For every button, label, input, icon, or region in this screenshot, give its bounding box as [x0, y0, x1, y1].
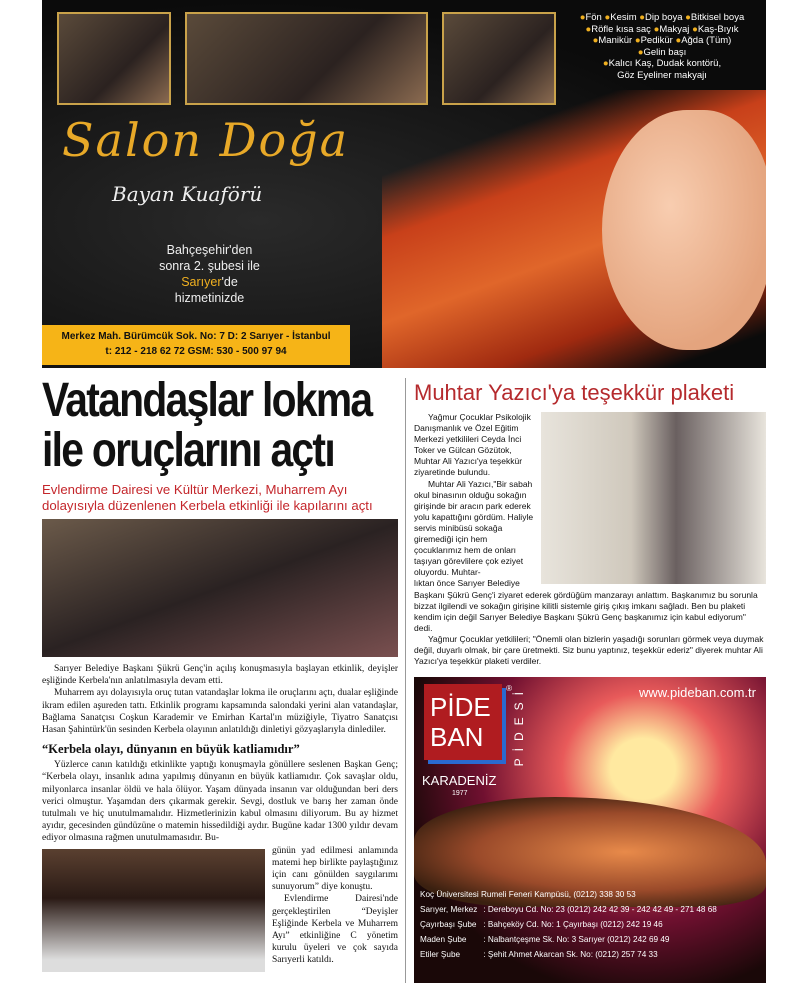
paragraph: Muhtar Ali Yazıcı,"Bir sabah okul binasının olduğu sokağın girişinde bir aracın park ederek yolu kapattığını gördüm. Haliyle servis minibüsü sokağa giremediği için hem çocuklarımız hem de onları taşıyan görevlilere çok eziyet oluyordu. Muhtar-: [414, 478, 534, 578]
branch-row: [420, 902, 723, 917]
registered-mark: ®: [506, 684, 512, 694]
address-bar: [42, 325, 350, 365]
plaque-photo: [541, 412, 766, 584]
article-subtitle: Evlendirme Dairesi ve Kültür Merkezi, Muharrem Ayı dolayısıyla düzenlenen Kerbela etkinliği ile kapılarını açtı: [42, 482, 373, 513]
salon-phone: t: 212 - 218 62 72 GSM: 530 - 500 97 94: [105, 346, 287, 357]
branch-row: [420, 947, 723, 962]
branch-highlight: Sarıyer: [181, 275, 222, 289]
model-face-image: [602, 110, 766, 350]
service: Gelin başı: [643, 46, 687, 58]
branch-name: Etiler Şube: [420, 950, 461, 960]
branch-name: Maden Şube: [420, 935, 467, 945]
services-list: ●Fön ●Kesim ●Dip boya ●Bitkisel boya ●Röfle kısa saç ●Makyaj ●Kaş-Bıyık ●Manikür ●Pedikür ●Ağda (Tüm) ●Gelin başı ●Kalıcı Kaş, Dudak kontörü, Göz Eyeliner makyajı: [579, 12, 745, 81]
service: Kalıcı Kaş, Dudak kontörü,: [608, 58, 722, 69]
branch-address: : Nalbantçeşme Sk. No: 3 Sarıyer (0212) 242 69 49: [483, 935, 670, 945]
salon-logo: Salon Doğa: [62, 113, 350, 167]
salon-doga-ad: [42, 0, 766, 368]
service: Kesim: [610, 12, 637, 23]
pideban-url[interactable]: www.pideban.com.tr: [638, 685, 756, 701]
branch-line: Bahçeşehir'den: [166, 243, 253, 257]
service: Kaş-Bıyık: [697, 23, 739, 35]
service: Röfle kısa saç: [591, 23, 651, 35]
article2-headline: Muhtar Yazıcı'ya teşekkür plaketi: [414, 380, 735, 405]
salon-address: Merkez Mah. Bürümcük Sok. No: 7 D: 2 Sarıyer - İstanbul: [61, 331, 331, 342]
paragraph: günün yad edilmesi anlamında matemi hep birlikte paylaştığınız için canı gönülden saygılarımı sunuyorum” diye konuştu.: [272, 845, 398, 893]
article-headline: Vatandaşlar lokma ile oruçlarını açtı: [42, 374, 372, 477]
service: Fön: [585, 12, 602, 23]
service: Manikür: [598, 35, 633, 46]
branch-address: : Bahçeköy Cd. No: 1 Çayırbaşı (0212) 242 19 46: [483, 920, 663, 930]
audience-photo: [42, 849, 265, 972]
paragraph: Yüzlerce canın katıldığı etkinlikte yaptığı konuşmayla gönüllere seslenen Başkan Genç; “Kerbela olayı, insanlık adına yapılmış dünyanın en büyük katliamıdır. Çok savaşlar oldu, milyonlarca insanlar öldü ve hala ölüyor. Yaşam dünyada insanın var olduğundan beri ders verici olmuştur. Yaşamdan ders çıkarmak gerekir. Sevgi, dostluk ve barış her zaman önde tutulmalı ve hiç unutulmamalıdır. Hizmetlerinizin kabul olmasını diliyorum. Bu ay hizmet ayıdır, gecesinden gündüzüne o matemin hissedildiği aydır. Bugüne kadar 1300 yıldır devam ediyor olmasına rağmen unutulmamasıdır. Bu-: [42, 760, 398, 844]
paragraph: Evlendirme Dairesi'nde gerçekleştirilen “Deyişler Eşliğinde Kerbela ve Muharrem Ayı” etkinliğine C yönetim kurulu üyeleri ve çok sayıda Sarıyerli katıldı.: [272, 894, 398, 966]
service: Bitkisel boya: [690, 12, 745, 23]
paragraph: Sarıyer Belediye Başkanı Şükrü Genç'in açılış konuşmasıyla başlayan etkinlik, deyişler eşliğinde Kerbela'nın anlatılmasıyla devam etti.: [42, 664, 398, 687]
branch-address: : Dereboyu Cd. No: 23 (0212) 242 42 39 - 242 42 49 - 271 48 68: [483, 905, 717, 915]
paragraph: Muharrem ayı dolayısıyla oruç tutan vatandaşlar lokma ile oruçlarını açtı, dualar eşliğinde ikram edilen aşureden tattı. Etkinlik programı kapsamında salondaki yerini alan vatandaşlar, Bağlama Sanatçısı Coşkun Karademir ve Emirhan Kartal'ın müziğiyle, Tiyatro Sanatçısı Hasan Şahintürk'ün sesinden Kerbela olayının anlatıldığı dinletiyi gözyaşlarıyla dinlediler.: [42, 688, 398, 736]
article1: [42, 376, 398, 974]
pideban-year: 1977: [452, 790, 468, 798]
salon-photo-1: [57, 12, 171, 105]
branch-address: : Şehit Ahmet Akarcan Sk. No: (0212) 257 74 33: [483, 950, 658, 960]
branch-name: Koç Üniversitesi Rumeli Feneri Kampüsü, (0212) 338 30 53: [420, 890, 636, 900]
pideban-ad: [414, 677, 766, 983]
logo-text: BAN: [430, 722, 484, 753]
branch-row: [420, 917, 723, 932]
event-photo: [42, 519, 398, 657]
branch-line: sonra 2. şubesi ile: [159, 259, 260, 273]
branch-row: [420, 887, 723, 902]
service: Makyaj: [659, 23, 690, 35]
pidesi-vertical: PİDESİ: [512, 685, 526, 767]
article-body-top: [42, 663, 398, 736]
branch-notice: [127, 242, 292, 306]
pideban-region: KARADENİZ: [422, 773, 497, 789]
salon-logo-sub: Bayan Kuaförü: [112, 182, 263, 206]
branch-line: hizmetinizde: [174, 291, 245, 305]
pideban-logo: [424, 684, 512, 760]
service: Ağda (Tüm): [681, 35, 732, 46]
branch-list: [420, 887, 723, 962]
branch-row: [420, 932, 723, 947]
paragraph: Yağmur Çocuklar yetkilileri; "Önemli olan bizlerin yaşadığı sorunları görmek veya duymak değil, duyarlı olmak, bir çare üretmekti. Siz bunu yaptınız, teşekkür ederiz" diyerek muhtar Ali Yazıcı'ya teşekkür plaketi verdiler.: [414, 633, 764, 667]
branch-name: Sarıyer, Merkez: [420, 905, 478, 915]
branch-line: 'de: [221, 275, 238, 289]
branch-name: Çayırbaşı Şube: [420, 920, 477, 930]
article2: [414, 379, 766, 983]
service: Pedikür: [640, 35, 673, 46]
paragraph: lıktan önce Sarıyer Belediye Başkanı Şükrü Genç'i ziyaret ederek gördüğüm manzarayı anlattım. Başkanımız bu sorunla bizzat ilgilendi ve sokağın girişine kilitli sistemle giriş çıkış imkanı sağladı. Ben bu plaketi kendim için değil Sarıyer Belediye Başkanı Şükrü Genç başkanımız için kabul ediyorum" dedi.: [414, 578, 758, 633]
article-subheading: “Kerbela olayı, dünyanın en büyük katliamıdır”: [42, 742, 300, 757]
column-divider: [405, 378, 406, 983]
article-body-mid: [42, 759, 398, 966]
service: Göz Eyeliner makyajı: [617, 69, 707, 81]
article2-body: [414, 412, 766, 667]
paragraph: Yağmur Çocuklar Psikolojik Danışmanlık ve Özel Eğitim Merkezi yetkilileri Ceyda İnci Toker ve Gülcan Gözütok, Muhtar Ali Yazıcı'ya teşekkür ziyaretinde bulundu.: [414, 412, 531, 478]
logo-text: PİDE: [430, 692, 491, 723]
service: Dip boya: [645, 12, 683, 23]
